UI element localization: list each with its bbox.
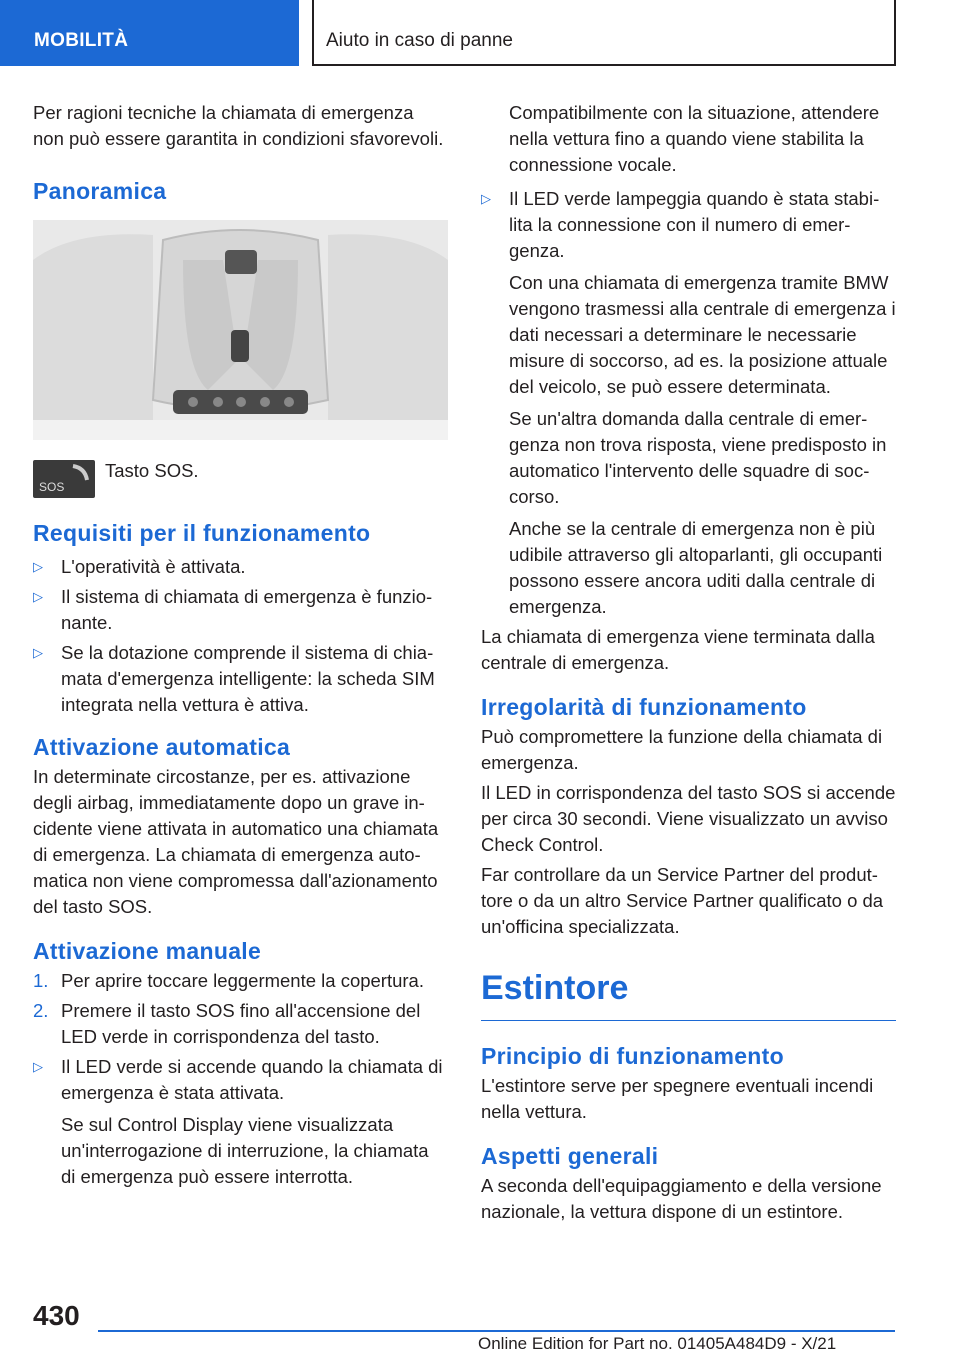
led-note-3: Anche se la centrale di emergenza non è più udibile attraverso gli altoparlanti, gli occupanti possono essere ancora uditi dalla centrale di emergenza. [509, 518, 883, 617]
sos-button-icon [33, 460, 95, 498]
sos-caption: Tasto SOS. [105, 460, 199, 481]
svg-text:SOS: SOS [39, 480, 65, 494]
auto-activation-heading: Attivazione automatica [33, 734, 291, 760]
triangle-bullet-icon: ▷ [33, 1059, 43, 1074]
extinguisher-heading: Estintore [481, 968, 896, 1021]
triangle-bullet-icon: ▷ [481, 191, 491, 206]
principle-heading: Principio di funzionamento [481, 1043, 784, 1069]
left-column [33, 100, 448, 1190]
section-title: Aiuto in caso di panne [312, 0, 896, 66]
list-item: ▷ Il LED verde si accende quando la chiamata di emergenza è stata attivata. [33, 1056, 443, 1103]
list-item: ▷ L'operatività è attivata. [33, 554, 448, 580]
principle-text: L'estintore serve per spegnere eventuali incendi nella vettura. [481, 1075, 874, 1122]
overhead-console-photo [33, 220, 448, 440]
continued-paragraph: Compatibilmente con la situazione, attendere nella vettura fino a quando viene stabilita la connessione vocale. [509, 102, 880, 175]
chapter-tab[interactable]: MOBILITÀ [0, 0, 299, 66]
list-item: ▷ Il sistema di chiamata di emergenza è funzionante. [33, 586, 433, 633]
sos-key-row [33, 458, 448, 518]
page-header [0, 0, 960, 66]
auto-activation-text: In determinate circostanze, per es. attivazione degli airbag, immediatamente dopo un grave incidente viene attivata in automatico una chiamata di emergenza. La chiamata di emergenza automatica non viene compromessa dall'azionamento del tasto SOS. [33, 766, 439, 917]
manual-note: Se sul Control Display viene visualizzata un'interrogazione di interruzione, la chiamata di emergenza può essere interrotta. [61, 1114, 429, 1187]
malfunction-heading: Irregolarità di funzionamento [481, 694, 807, 720]
general-heading: Aspetti generali [481, 1143, 659, 1169]
general-text: A seconda dell'equipaggiamento e della versione nazionale, la vettura dispone di un estintore. [481, 1175, 882, 1222]
end-call-paragraph: La chiamata di emergenza viene terminata dalla centrale di emergenza. [481, 626, 875, 673]
triangle-bullet-icon: ▷ [33, 589, 43, 604]
malfunction-text-2: Il LED in corrispondenza del tasto SOS si accende per circa 30 secondi. Viene visualizzato un avviso Check Control. [481, 782, 896, 855]
step-item: 2. Premere il tasto SOS fino all'accensione del LED verde in corrispondenza del tasto. [33, 1000, 421, 1047]
list-item: ▷ Se la dotazione comprende il sistema di chiamata d'emergenza intelligente: la scheda SIM integrata nella vettura è attiva. [33, 642, 435, 715]
led-note-1: Con una chiamata di emergenza tramite BMW vengono trasmessi alla centrale di emergenza i dati necessari a determinare le necessarie misure di soccorso, ad es. la posizione attuale del veicolo, se può essere determinata. [509, 272, 896, 397]
malfunction-text-3: Far controllare da un Service Partner del produttore o da un altro Service Partner qualificato o da un'officina specializzata. [481, 864, 884, 937]
console-illustration [33, 220, 448, 440]
list-item: ▷ Il LED verde lampeggia quando è stata stabilita la connessione con il numero di emergenza. [481, 188, 880, 261]
page-number: 430 [33, 1300, 80, 1331]
overview-heading: Panoramica [33, 178, 167, 204]
edition-label: Online Edition for Part no. 01405A484D9 - X/21 [478, 1334, 837, 1353]
requirements-heading: Requisiti per il funzionamento [33, 520, 371, 546]
step-item: 1. Per aprire toccare leggermente la copertura. [33, 970, 424, 991]
triangle-bullet-icon: ▷ [33, 559, 43, 574]
triangle-bullet-icon: ▷ [33, 645, 43, 660]
footer-divider [98, 1330, 895, 1332]
right-column [481, 100, 896, 1225]
led-note-2: Se un'altra domanda dalla centrale di emergenza non trova risposta, viene predisposto in automatico l'intervento delle squadre di soccorso. [509, 408, 887, 507]
intro-paragraph: Per ragioni tecniche la chiamata di emergenza non può essere garantita in condizioni sfavorevoli. [33, 102, 444, 149]
malfunction-text-1: Può compromettere la funzione della chiamata di emergenza. [481, 726, 883, 773]
manual-activation-heading: Attivazione manuale [33, 938, 262, 964]
